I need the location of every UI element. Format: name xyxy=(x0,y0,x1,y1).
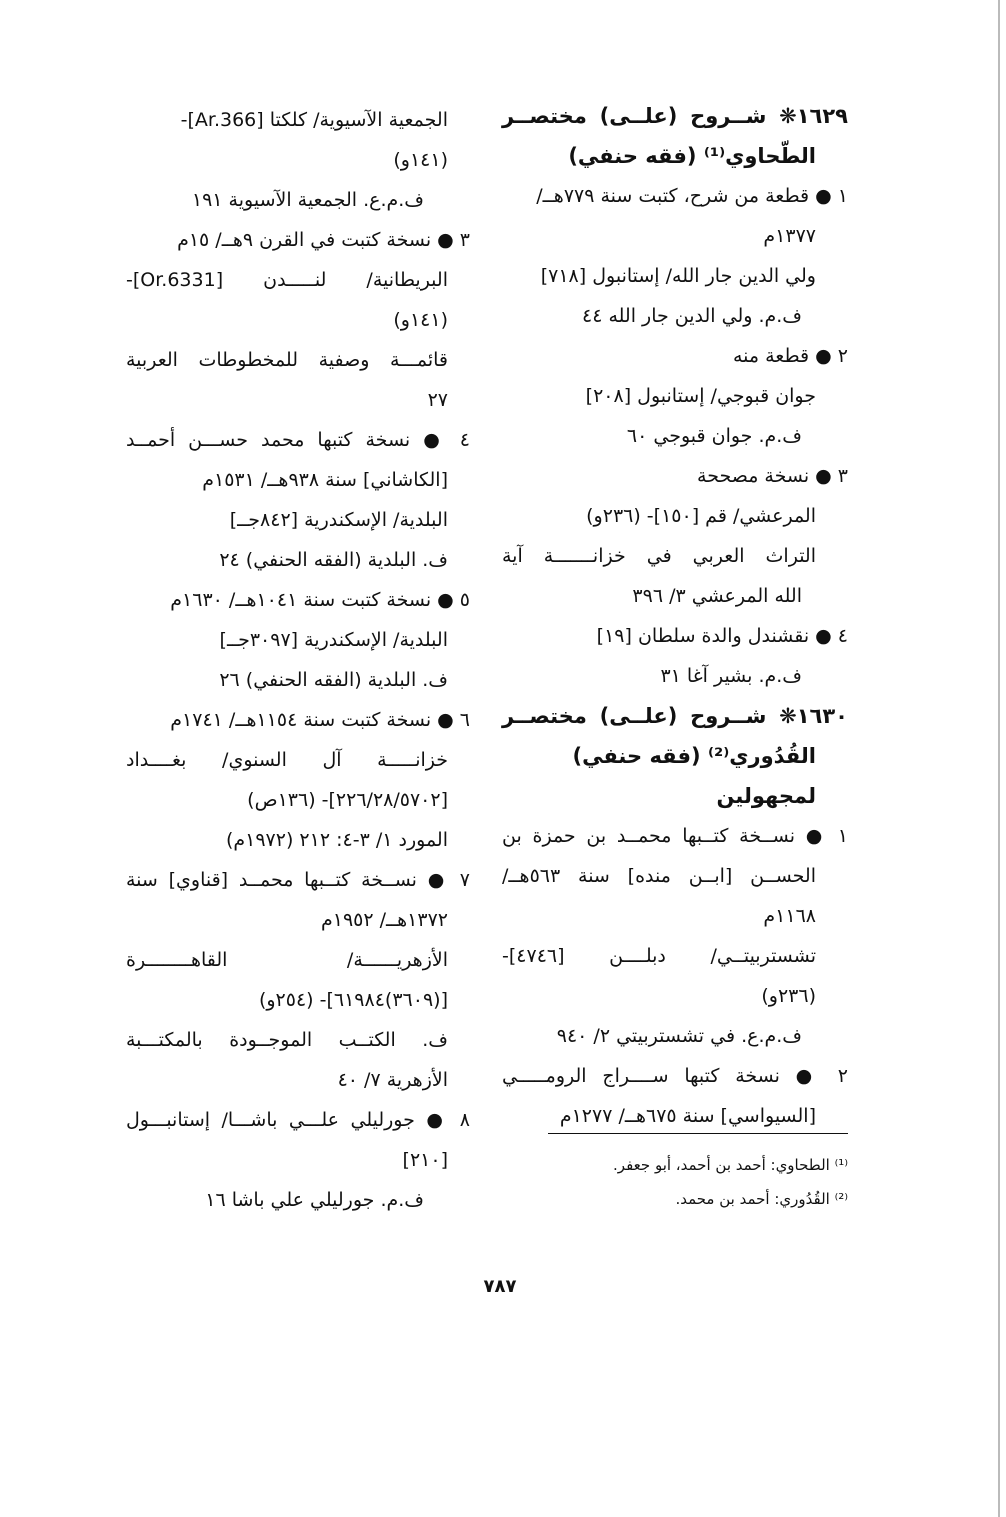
right-column-line: ١٣٧٧م xyxy=(763,225,816,247)
right-column-line: ١١٦٨م xyxy=(763,905,816,927)
left-column-line: ٣ ● نسخة كتبت في القرن ٩هــ/ ١٥م xyxy=(177,229,470,251)
page-edge xyxy=(998,0,1000,1517)
left-column-line: الأزهريــــــة/ القاهــــــــرة xyxy=(126,949,448,971)
left-column-line: ف. الكتــب الموجــودة بالمكتـــبة xyxy=(126,1029,448,1051)
right-column-line: ١ ● قطعة من شرح، كتبت سنة ٧٧٩هــ/ xyxy=(536,185,848,207)
right-column-line: ف.م. ولي الدين جار الله ٤٤ xyxy=(581,305,802,327)
right-column-line: ف.م.ع. في تشستربيتي ٢/ ٩٤٠ xyxy=(556,1025,802,1047)
right-column-line: جوان قبوجي/ إستانبول [٢٠٨] xyxy=(585,385,816,407)
right-column-line: ٢ ● نسخة كتبها ســــراج الرومـــــي xyxy=(502,1065,848,1087)
left-column-line: ف. البلدية (الفقه الحنفي) ٢٦ xyxy=(219,669,448,691)
left-column-line: ١٣٧٢هــ/ ١٩٥٢م xyxy=(320,909,448,931)
right-column-line: ٢ ● قطعة منه xyxy=(732,345,848,367)
left-column-line: ٧ ● نســخة كتــبها محمــد [قناوي] سنة xyxy=(126,869,470,891)
right-column-line: التراث العربي في خزانـــــــة آية xyxy=(502,545,816,567)
right-column-line: تشستربيتــي/ دبلــــن [٤٧٤٦]- xyxy=(502,945,816,967)
right-column-line: ف.م. جوان قبوجي ٦٠ xyxy=(626,425,802,447)
right-column-line: المرعشي/ قم [١٥٠]- (٢٣٦و) xyxy=(586,505,816,527)
left-column-line: [الكاشاني] سنة ٩٣٨هــ/ ١٥٣١م xyxy=(202,469,448,491)
left-column-line: ٨ ● جورليلي علـــي باشـــا/ إستانبـــول xyxy=(126,1109,470,1131)
right-column-line: ٤ ● نقشندل والدة سلطان [١٩] xyxy=(596,625,848,647)
right-column-line: ١٦٣٠❋ شــروح (علــى) مختصــر xyxy=(502,704,848,728)
left-column-line: (١٤١و) xyxy=(393,149,448,171)
right-column xyxy=(502,96,848,1136)
left-column-line: خزانـــــة آل السنوي/ بغــــداد xyxy=(126,749,448,771)
left-column-line: قائمـــة وصفية للمخطوطات العربية xyxy=(126,349,448,371)
right-column-line: الله المرعشي ٣/ ٣٩٦ xyxy=(632,585,802,607)
right-column-line: [السيواسي] سنة ٦٧٥هــ/ ١٢٧٧م xyxy=(559,1105,816,1127)
left-column-line: [٢١٠] xyxy=(402,1149,448,1171)
right-column-line: الحســن [ابــن منده] سنة ٥٦٣هــ/ xyxy=(502,865,816,887)
left-column-line: ف.م.ع. الجمعية الآسيوية ١٩١ xyxy=(191,189,424,211)
right-column-line: الطّحاوي⁽¹⁾ (فقه حنفي) xyxy=(568,144,816,168)
right-column-line: (٢٣٦و) xyxy=(761,985,816,1007)
right-column-line: ف.م. بشير آغا ٣١ xyxy=(660,665,802,687)
right-column-line: ولي الدين جار الله/ إستانبول [٧١٨] xyxy=(540,265,816,287)
left-column-line: ف.م. جورليلي علي باشا ١٦ xyxy=(205,1189,424,1211)
left-column-line: ٤ ● نسخة كتبها محمد حســـن أحمــد xyxy=(126,429,470,451)
footnote-rule xyxy=(548,1133,848,1134)
left-column-line: (١٤١و) xyxy=(393,309,448,331)
left-column-line: ٦ ● نسخة كتبت سنة ١١٥٤هــ/ ١٧٤١م xyxy=(170,709,470,731)
left-column-line: ٥ ● نسخة كتبت سنة ١٠٤١هــ/ ١٦٣٠م xyxy=(170,589,470,611)
left-column-line: [٢٢٦/٢٨/٥٧٠٢]- (١٣٦ص) xyxy=(247,789,448,811)
left-column-line: ف. البلدية (الفقه الحنفي) ٢٤ xyxy=(219,549,448,571)
right-column-line: القُدُوري⁽²⁾ (فقه حنفي) xyxy=(572,744,816,768)
left-column-line: البلدية/ الإسكندرية [٨٤٢جــ] xyxy=(229,509,448,531)
left-column-line: الجمعية الآسيوية/ كلكتا [Ar.366]- xyxy=(180,109,448,131)
left-column-line: البريطانية/ لنـــــدن [Or.6331]- xyxy=(126,269,448,291)
left-column-line: [(٣٦٠٩)٦١٩٨٤]- (٢٥٤و) xyxy=(258,989,448,1011)
footnotes xyxy=(548,1148,848,1216)
right-column-line: لمجهولين xyxy=(716,784,816,808)
footnote-1: ⁽¹⁾ الطحاوي: أحمد بن أحمد، أبو جعفر. xyxy=(613,1156,848,1174)
right-column-line: ١ ● نســخة كتــبها محمــد بن حمزة بن xyxy=(502,825,848,847)
right-column-line: ١٦٢٩❋ شــروح (علــى) مختصــر xyxy=(502,104,848,128)
left-column-line: الأزهرية ٧/ ٤٠ xyxy=(337,1069,448,1091)
footnote-2: ⁽²⁾ القُدُوري: أحمد بن محمد. xyxy=(675,1190,848,1208)
page-number: ٧٨٧ xyxy=(483,1276,517,1297)
left-column-line: البلدية/ الإسكندرية [٣٠٩٧جــ] xyxy=(219,629,448,651)
left-column-line: المورد ١/ ٣-٤: ٢١٢ (١٩٧٢م) xyxy=(225,829,448,851)
right-column-line: ٣ ● نسخة مصححة xyxy=(697,465,848,487)
left-column xyxy=(126,100,470,1220)
left-column-line: ٢٧ xyxy=(427,389,448,411)
